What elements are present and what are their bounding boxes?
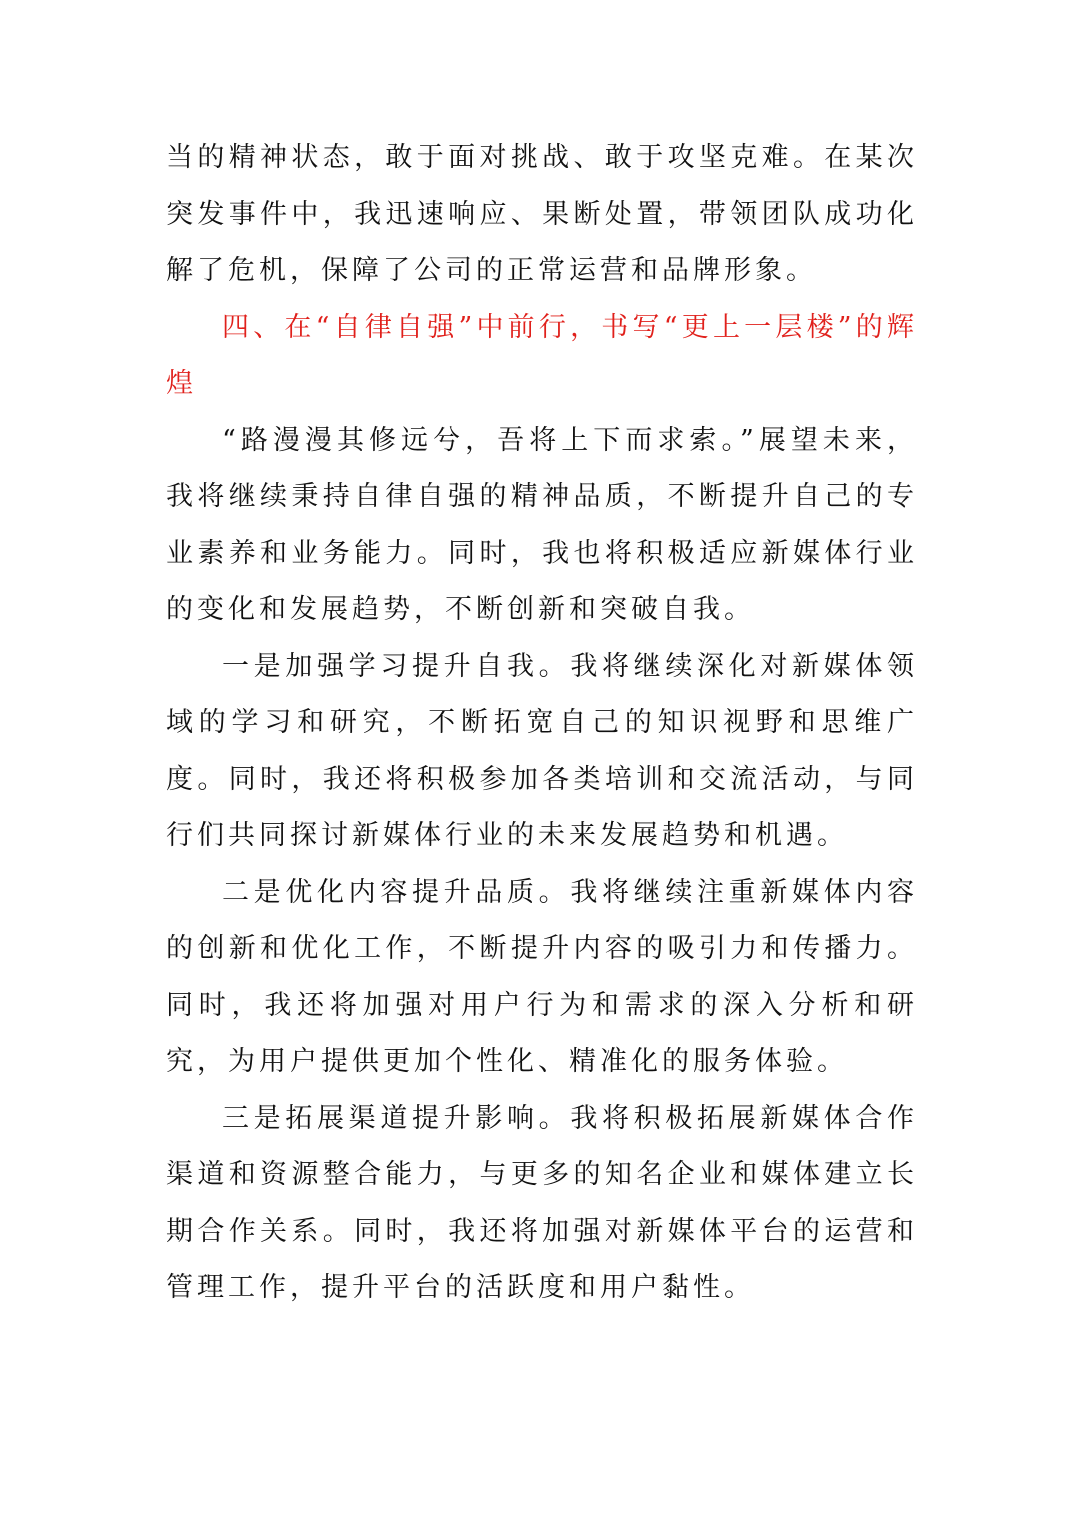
- document-body: [166, 130, 918, 1317]
- paragraph-point-three: 三是拓展渠道提升影响。我将积极拓展新媒体合作渠道和资源整合能力，与更多的知名企业和媒体建立长期合作关系。同时，我还将加强对新媒体平台的运营和管理工作，提升平台的活跃度和用户黏性。: [166, 1102, 918, 1303]
- paragraph-point-one: 一是加强学习提升自我。我将继续深化对新媒体领域的学习和研究，不断拓宽自己的知识视野和思维广度。同时，我还将积极参加各类培训和交流活动，与同行们共同探讨新媒体行业的未来发展趋势和机遇。: [166, 650, 918, 851]
- paragraph-outlook: “路漫漫其修远兮，吾将上下而求索。”展望未来，我将继续秉持自律自强的精神品质，不断提升自己的专业素养和业务能力。同时，我也将积极适应新媒体行业的变化和发展趋势，不断创新和突破自我。: [166, 424, 918, 625]
- section-heading-four: 四、在“自律自强”中前行，书写“更上一层楼”的辉煌: [166, 311, 918, 399]
- paragraph-continuation: 当的精神状态，敢于面对挑战、敢于攻坚克难。在某次突发事件中，我迅速响应、果断处置，带领团队成功化解了危机，保障了公司的正常运营和品牌形象。: [166, 142, 918, 286]
- paragraph-point-two: 二是优化内容提升品质。我将继续注重新媒体内容的创新和优化工作，不断提升内容的吸引力和传播力。同时，我还将加强对用户行为和需求的深入分析和研究，为用户提供更加个性化、精准化的服务体验。: [166, 876, 918, 1077]
